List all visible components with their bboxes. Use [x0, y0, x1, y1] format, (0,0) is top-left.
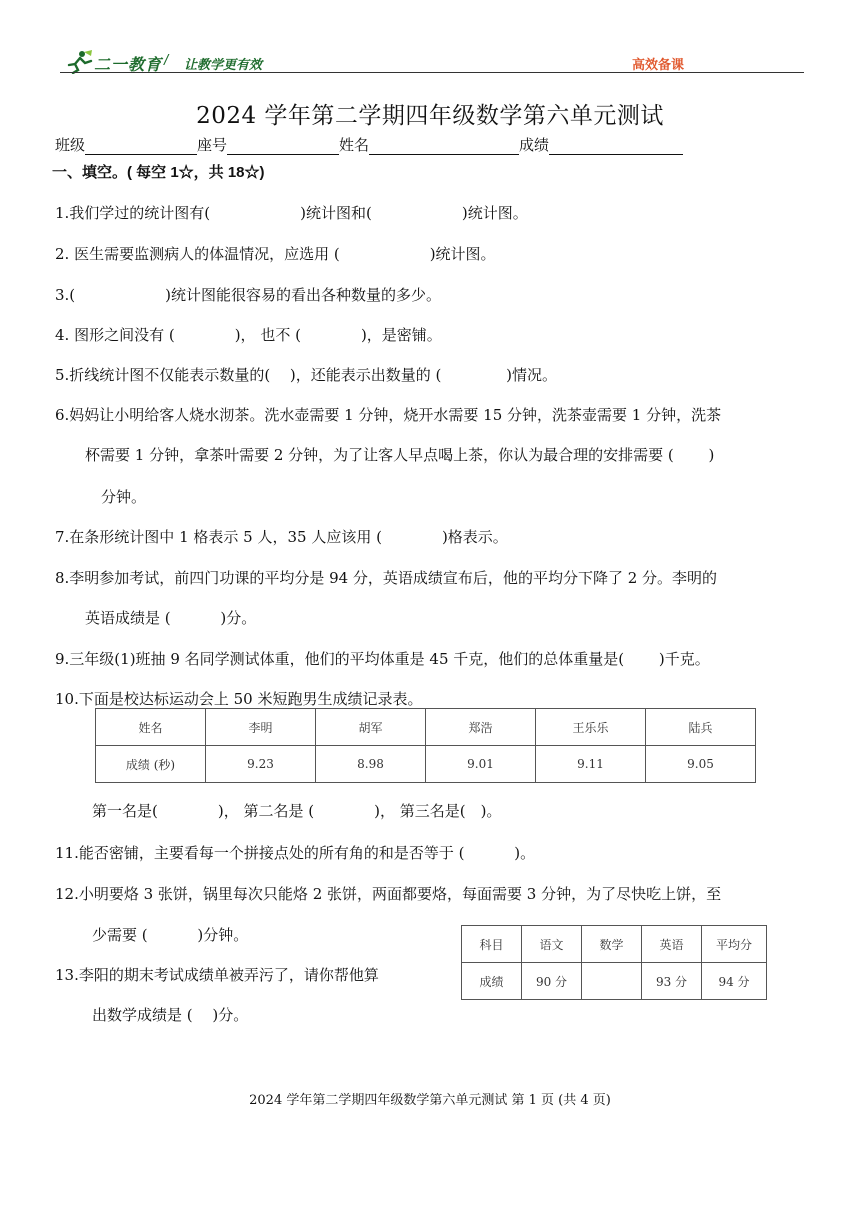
student-info-line [55, 134, 683, 155]
question-10: 10.下面是校达标运动会上 50 米短跑男生成绩记录表。 [55, 690, 423, 708]
name-label: 姓名 [339, 136, 370, 154]
table-cell: 8.98 [316, 746, 426, 783]
question-13-line-1: 13.李阳的期末考试成绩单被弄污了，请你帮他算 [55, 966, 379, 984]
table-cell: 9.05 [646, 746, 756, 783]
class-field[interactable] [85, 138, 197, 155]
table-cell: 93 分 [642, 963, 702, 1000]
seat-field[interactable] [227, 138, 339, 155]
slogan: 让教学更有效 [184, 57, 263, 72]
page-footer: 2024 学年第二学期四年级数学第六单元测试 第 1 页 (共 4 页) [249, 1093, 611, 1108]
question-2: 2. 医生需要监测病人的体温情况，应选用 ( )统计图。 [55, 245, 496, 263]
question-8-line-1: 8.李明参加考试，前四门功课的平均分是 94 分，英语成绩宣布后，他的平均分下降了 2 分。李明的 [55, 569, 718, 587]
score-field[interactable] [549, 138, 683, 155]
logo-slash: / [164, 52, 169, 69]
table-cell: 94 分 [702, 963, 767, 1000]
question-10-answer: 第一名是( )， 第二名是 ( )， 第三名是( )。 [92, 802, 502, 820]
header-divider [60, 72, 804, 73]
table-cell: 语文 [522, 926, 582, 963]
question-8-line-2: 英语成绩是 ( )分。 [85, 609, 257, 627]
table-cell: 李明 [206, 709, 316, 746]
question-3: 3.( )统计图能很容易的看出各种数量的多少。 [55, 286, 442, 304]
name-field[interactable] [369, 138, 519, 155]
table-cell: 郑浩 [426, 709, 536, 746]
table-cell: 英语 [642, 926, 702, 963]
question-11: 11.能否密铺，主要看每一个拼接点处的所有角的和是否等于 ( )。 [55, 844, 536, 862]
table-cell: 陆兵 [646, 709, 756, 746]
table-cell: 科目 [462, 926, 522, 963]
question-7: 7.在条形统计图中 1 格表示 5 人，35 人应该用 ( )格表示。 [55, 528, 508, 546]
table-row [462, 963, 767, 1000]
table-cell: 9.23 [206, 746, 316, 783]
header-tag: 高效备课 [632, 57, 685, 72]
table-header-row [96, 709, 756, 746]
score-label: 成绩 [519, 136, 550, 154]
class-label: 班级 [55, 136, 86, 154]
runner-logo-icon [64, 50, 94, 74]
table-cell: 成绩 (秒) [96, 746, 206, 783]
question-6-line-1: 6.妈妈让小明给客人烧水沏茶。洗水壶需要 1 分钟，烧开水需要 15 分钟，洗茶壶需要 1 分钟，洗茶 [55, 406, 722, 424]
logo-text: 二一教育 [94, 57, 163, 74]
question-9: 9.三年级(1)班抽 9 名同学测试体重，他们的平均体重是 45 千克，他们的总体重量是( )千克。 [55, 650, 710, 668]
seat-label: 座号 [197, 136, 228, 154]
table-row [96, 746, 756, 783]
question-1: 1.我们学过的统计图有( )统计图和( )统计图。 [55, 204, 528, 222]
section-title: 一、填空。( 每空 1☆，共 18☆) [52, 164, 265, 181]
question-4: 4. 图形之间没有 ( )， 也不 ( )，是密铺。 [55, 326, 442, 344]
page-title: 2024 学年第二学期四年级数学第六单元测试 [196, 103, 664, 129]
question-12-line-1: 12.小明要烙 3 张饼，锅里每次只能烙 2 张饼，两面都要烙，每面需要 3 分钟，为了尽快吃上饼，至 [55, 885, 722, 903]
table-cell: 9.11 [536, 746, 646, 783]
table-cell: 平均分 [702, 926, 767, 963]
table-cell [582, 963, 642, 1000]
question-5: 5.折线统计图不仅能表示数量的( )，还能表示出数量的 ( )情况。 [55, 366, 558, 384]
exam-scores-table [461, 925, 767, 1000]
question-12-line-2: 少需要 ( )分钟。 [92, 926, 249, 944]
sprint-results-table [95, 708, 756, 783]
table-cell: 数学 [582, 926, 642, 963]
table-header-row [462, 926, 767, 963]
table-cell: 姓名 [96, 709, 206, 746]
question-6-line-2: 杯需要 1 分钟，拿茶叶需要 2 分钟，为了让客人早点喝上茶，你认为最合理的安排需要 ( ) [85, 446, 715, 464]
question-13-line-2: 出数学成绩是 ( )分。 [92, 1006, 249, 1024]
table-cell: 90 分 [522, 963, 582, 1000]
table-cell: 王乐乐 [536, 709, 646, 746]
table-cell: 胡军 [316, 709, 426, 746]
question-6-line-3: 分钟。 [101, 488, 147, 506]
table-cell: 成绩 [462, 963, 522, 1000]
table-cell: 9.01 [426, 746, 536, 783]
